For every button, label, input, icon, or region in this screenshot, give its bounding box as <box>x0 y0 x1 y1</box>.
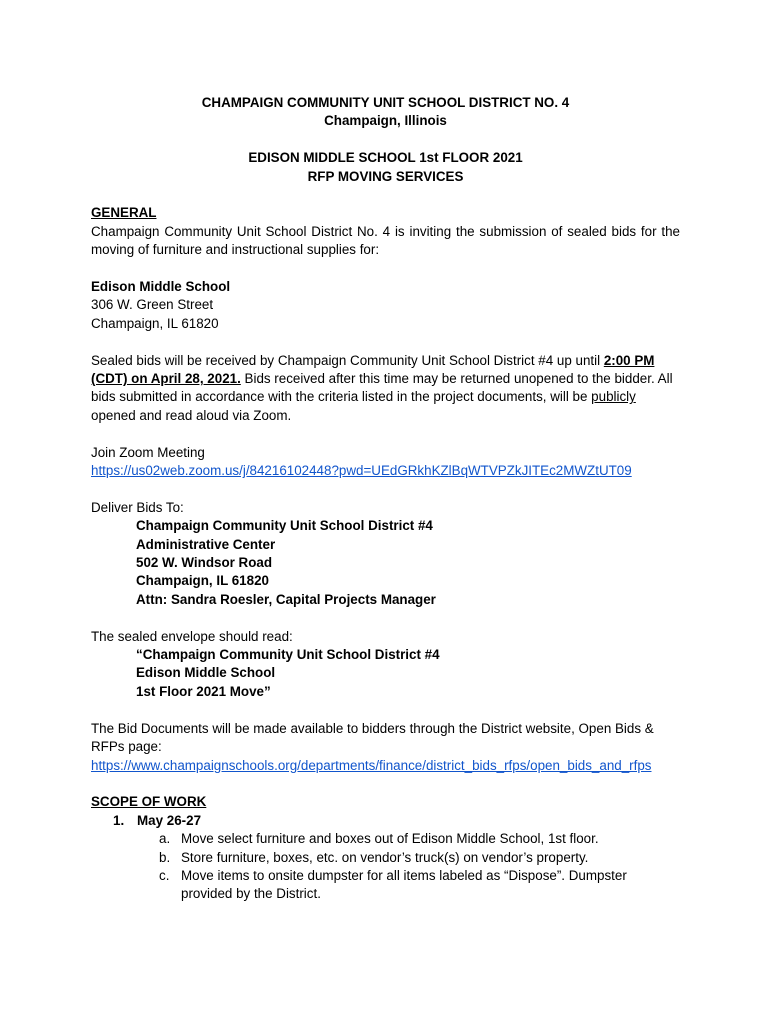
bids-paragraph <box>91 352 680 426</box>
bids-deadline: 2:00 PM (CDT) on April 28, 2021. <box>91 352 655 387</box>
scope-subitem <box>91 867 680 904</box>
envelope-line: “Champaign Community Unit School District #4 <box>136 647 440 663</box>
bids-text-post: Bids received after this time may be returned unopened to the bidder. All bids submitted in accordance with the criteria listed in the project documents, will be <box>91 371 673 405</box>
spacer <box>91 260 680 278</box>
site-city: Champaign, IL 61820 <box>91 315 219 331</box>
spacer <box>91 131 680 149</box>
scope-item-number: 1. <box>113 812 125 828</box>
district-name: CHAMPAIGN COMMUNITY UNIT SCHOOL DISTRICT NO. 4 <box>201 95 570 110</box>
open-bids-link[interactable]: https://www.champaignschools.org/departments/finance/district_bids_rfps/open_bids_and_rfps <box>91 757 652 773</box>
documents-text: The Bid Documents will be made available to bidders through the District website, Open Bids & RFPs page: <box>91 720 654 755</box>
bids-text-end: opened and read aloud via Zoom. <box>91 407 292 423</box>
rfp-title: RFP MOVING SERVICES <box>307 168 464 184</box>
project-title: EDISON MIDDLE SCHOOL 1st FLOOR 2021 <box>248 150 523 166</box>
spacer <box>91 609 680 627</box>
envelope-text <box>91 646 680 701</box>
subitem-letter: c. <box>159 867 170 883</box>
deliver-line: Champaign Community Unit School District #4 <box>136 518 433 534</box>
scope-subitem <box>91 849 680 867</box>
spacer <box>91 701 680 719</box>
general-intro: Champaign Community Unit School District No. 4 is inviting the submission of sealed bids for the moving of furniture and instructional supplies for: <box>91 223 680 258</box>
subitem-text: Move items to onsite dumpster for all items labeled as “Dispose”. Dumpster provided by the District. <box>181 867 627 902</box>
bids-publicly: publicly <box>591 389 636 405</box>
scope-item-title: May 26-27 <box>137 812 202 828</box>
zoom-meeting-link[interactable]: https://us02web.zoom.us/j/84216102448?pwd=UEdGRkhKZlBqWTVPZkJITEc2MWZtUT09 <box>91 463 632 479</box>
spacer <box>91 480 680 498</box>
bids-text-pre: Sealed bids will be received by Champaign Community Unit School District #4 up until <box>91 352 604 368</box>
scope-item <box>91 812 680 830</box>
scope-list <box>91 812 680 830</box>
envelope-line: 1st Floor 2021 Move” <box>136 683 271 699</box>
deliver-line: Administrative Center <box>136 536 276 552</box>
spacer <box>91 425 680 443</box>
envelope-label: The sealed envelope should read: <box>91 628 293 644</box>
deliver-address <box>91 517 680 609</box>
deliver-line: Attn: Sandra Roesler, Capital Projects Manager <box>136 591 436 607</box>
envelope-line: Edison Middle School <box>136 665 276 681</box>
spacer <box>91 186 680 204</box>
subitem-text: Store furniture, boxes, etc. on vendor’s truck(s) on vendor’s property. <box>181 849 589 865</box>
spacer <box>91 333 680 351</box>
scope-subitem <box>91 830 680 848</box>
deliver-line: Champaign, IL 61820 <box>136 573 269 589</box>
site-street: 306 W. Green Street <box>91 297 214 313</box>
subitem-letter: b. <box>159 849 171 865</box>
zoom-label: Join Zoom Meeting <box>91 444 205 460</box>
subitem-letter: a. <box>159 831 171 847</box>
scope-heading: SCOPE OF WORK <box>91 794 207 810</box>
district-location: Champaign, Illinois <box>324 113 447 129</box>
deliver-line: 502 W. Windsor Road <box>136 555 273 571</box>
scope-subitems <box>91 830 680 904</box>
site-name: Edison Middle School <box>91 279 231 295</box>
subitem-text: Move select furniture and boxes out of Edison Middle School, 1st floor. <box>181 831 599 847</box>
deliver-label: Deliver Bids To: <box>91 499 184 515</box>
general-heading: GENERAL <box>91 205 157 221</box>
spacer <box>91 775 680 793</box>
